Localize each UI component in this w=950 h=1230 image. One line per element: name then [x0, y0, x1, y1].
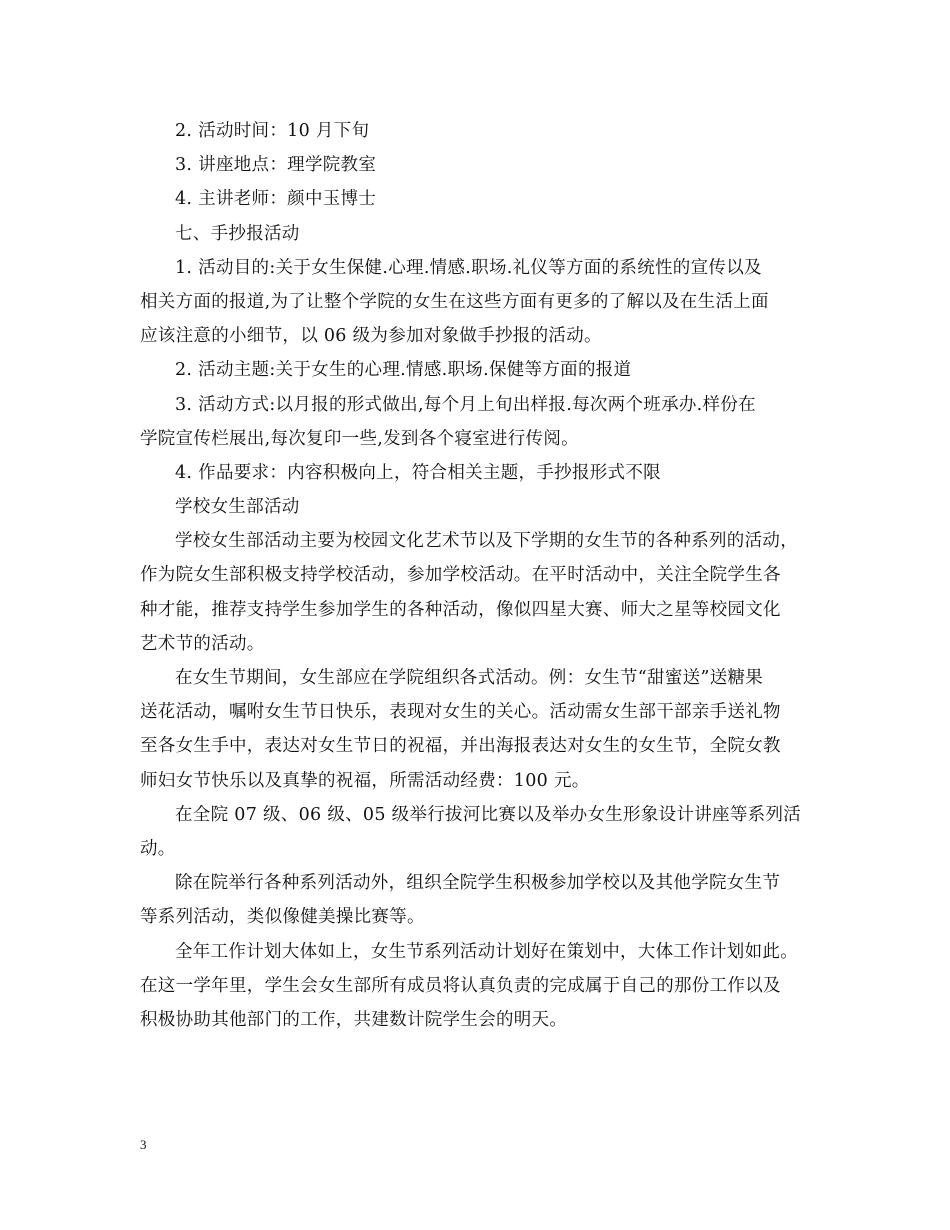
text-line: 2. 活动主题:关于女生的心理.情感.职场.保健等方面的报道 [175, 360, 632, 381]
text-line: 师妇女节快乐以及真挚的祝福，所需活动经费：100 元。 [140, 770, 590, 791]
text-line: 作为院女生部积极支持学校活动，参加学校活动。在平时活动中，关注全院学生各 [140, 565, 781, 586]
text-line: 积极协助其他部门的工作，共建数计院学生会的明天。 [140, 1009, 568, 1030]
page-number: 3 [140, 1137, 147, 1152]
text-line: 种才能，推荐支持学生参加学生的各种活动，像似四星大赛、师大之星等校园文化 [140, 599, 781, 620]
document-body [140, 114, 820, 1037]
text-line: 学院宣传栏展出,每次复印一些,发到各个寝室进行传阅。 [140, 428, 579, 449]
text-line: 3. 活动方式:以月报的形式做出,每个月上旬出样报.每次两个班承办.样份在 [175, 394, 756, 415]
text-line: 在女生节期间，女生部应在学院组织各式活动。例：女生节“甜蜜送”送糖果 [175, 668, 764, 688]
text-line: 应该注意的小细节，以 06 级为参加对象做手抄报的活动。 [140, 326, 602, 347]
text-line: 七、手抄报活动 [175, 223, 300, 244]
text-line: 学校女生部活动 [175, 497, 300, 518]
text-line: 动。 [140, 838, 176, 859]
text-line: 4. 主讲老师：颜中玉博士 [175, 189, 377, 210]
text-line: 2. 活动时间：10 月下旬 [175, 121, 370, 141]
text-line: 等系列活动，类似像健美操比赛等。 [140, 907, 425, 928]
text-line: 全年工作计划大体如上，女生节系列活动计划好在策划中，大体工作计划如此。 [175, 941, 798, 962]
text-line: 送花活动，嘱咐女生节日快乐，表现对女生的关心。活动需女生部干部亲手送礼物 [140, 702, 781, 723]
text-line: 艺术节的活动。 [140, 633, 265, 654]
text-line: 相关方面的报道,为了让整个学院的女生在这些方面有更多的了解以及在生活上面 [140, 291, 769, 312]
text-line: 除在院举行各种系列活动外，组织全院学生积极参加学校以及其他学院女生节 [175, 873, 781, 894]
text-line: 学校女生部活动主要为校园文化艺术节以及下学期的女生节的各种系列的活动， [175, 531, 798, 552]
text-line: 1. 活动目的:关于女生保健.心理.情感.职场.礼仪等方面的系统性的宣传以及 [175, 257, 762, 278]
text-line: 至各女生手中，表达对女生节日的祝福，并出海报表达对女生的女生节，全院女教 [140, 736, 781, 757]
text-line: 3. 讲座地点：理学院教室 [175, 155, 377, 176]
text-line: 4. 作品要求：内容积极向上，符合相关主题，手抄报形式不限 [175, 462, 661, 483]
text-line: 在这一学年里，学生会女生部所有成员将认真负责的完成属于自己的那份工作以及 [140, 975, 781, 996]
text-line: 在全院 07 级、06 级、05 级举行拔河比赛以及举办女生形象设计讲座等系列活 [175, 804, 802, 825]
